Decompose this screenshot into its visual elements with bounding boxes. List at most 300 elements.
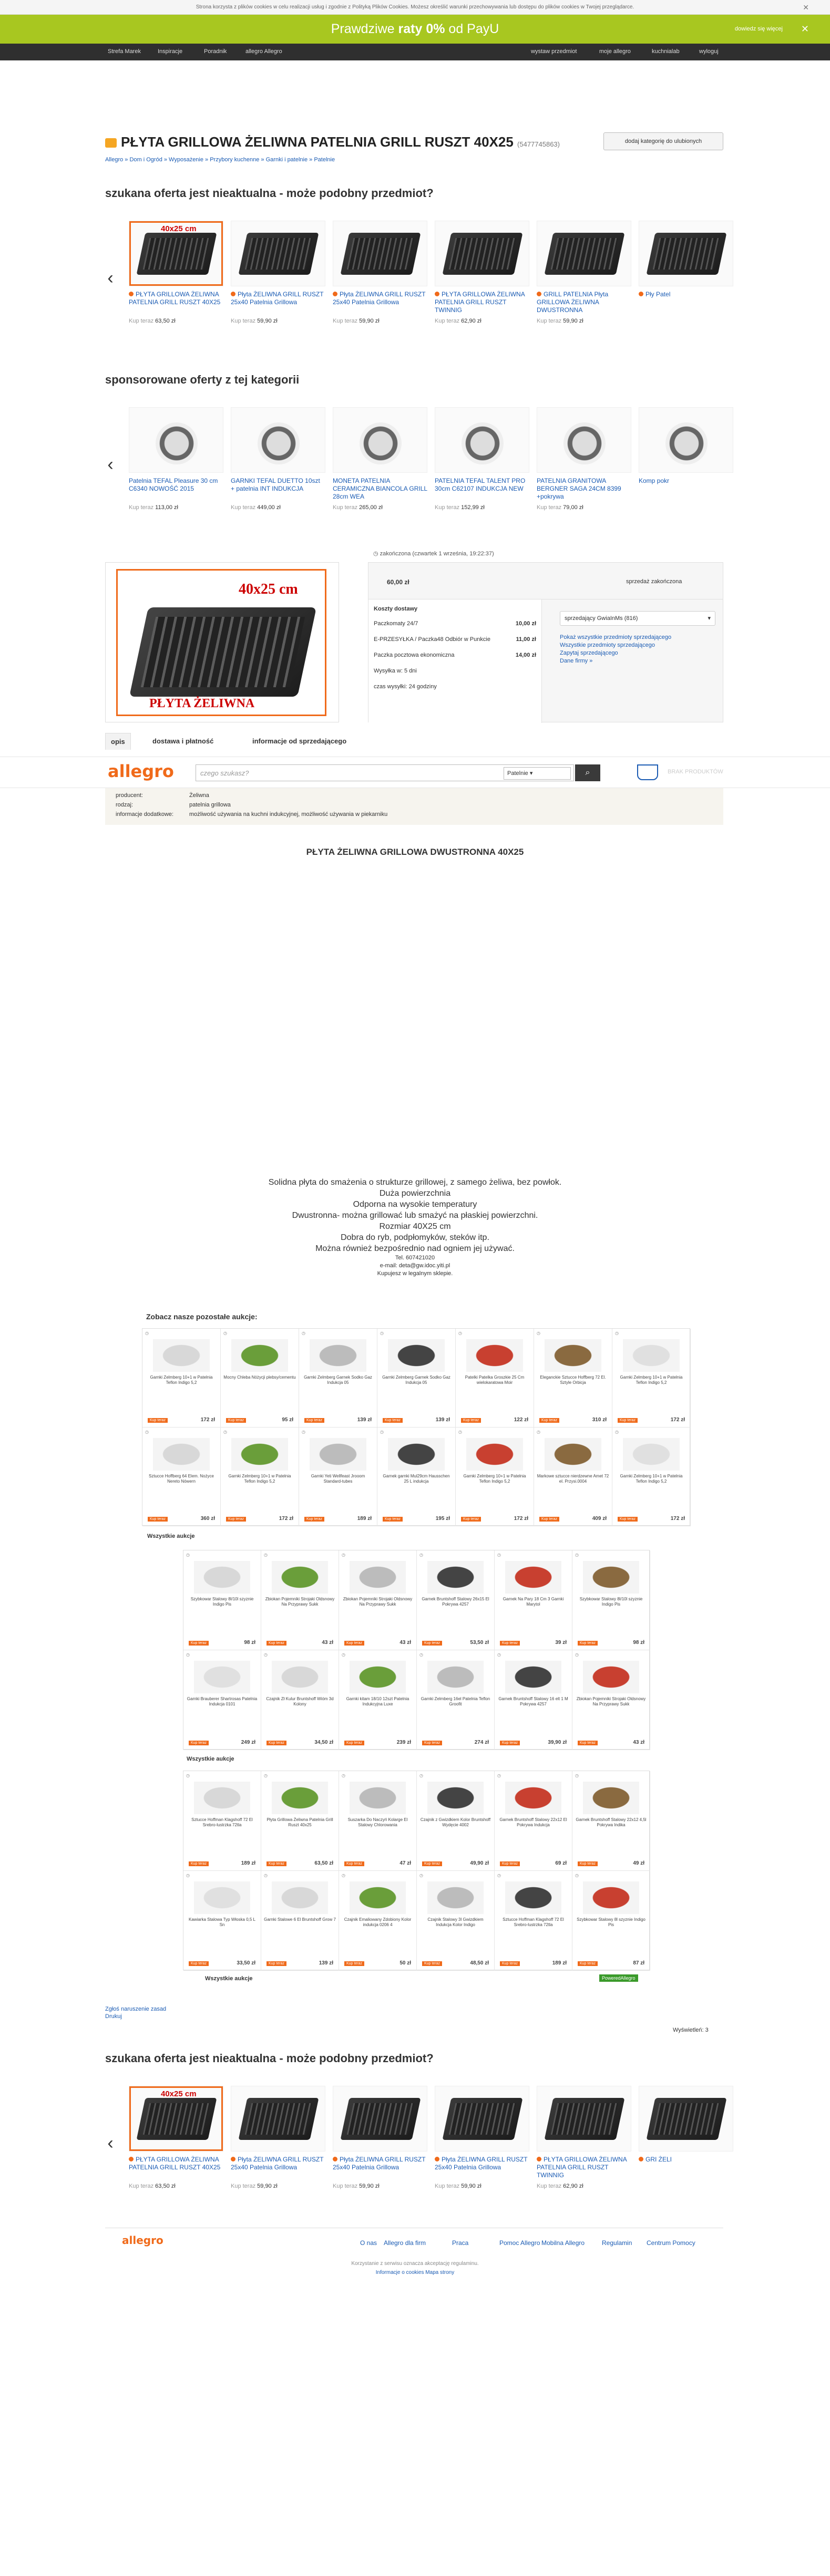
auction-card[interactable] bbox=[417, 1771, 495, 1871]
breadcrumb[interactable]: Allegro » Dom i Ogród » Wyposażenie » Przybory kuchenne » Garnki i patelnie » Patelnie bbox=[105, 157, 335, 163]
auction-title[interactable]: Garnki Zelmberg 16el Patelnia Teflon Groofit bbox=[421, 1696, 490, 1706]
buy-now-button[interactable]: Kup teraz bbox=[539, 1418, 559, 1423]
auction-title[interactable]: Suszarka Do Naczyń Kolarge El Stalowy Chlorowania bbox=[347, 1817, 408, 1827]
auction-price: 69 zł bbox=[555, 1860, 567, 1866]
timer-icon: ◷ bbox=[419, 1773, 423, 1778]
footer-link[interactable]: Praca bbox=[452, 2239, 469, 2247]
auction-card[interactable] bbox=[495, 1771, 572, 1871]
main-product-image[interactable] bbox=[116, 569, 326, 716]
auction-image[interactable] bbox=[194, 1881, 250, 1914]
param-name: producent: bbox=[116, 792, 143, 799]
auction-title[interactable]: Czajnik Zł Kulur Bruntshoff Wióm 3d Kolony bbox=[266, 1696, 334, 1706]
auction-card[interactable] bbox=[339, 1650, 417, 1750]
buy-now-button[interactable]: Kup teraz bbox=[189, 1961, 209, 1966]
price-value: 59,90 zł bbox=[359, 2183, 380, 2189]
buy-now-button[interactable]: Kup teraz bbox=[267, 1861, 286, 1866]
auction-title[interactable]: Szybkowar Stalowy 8l/10l szyznie Indigo Pis bbox=[579, 1597, 643, 1607]
product-price bbox=[129, 504, 223, 511]
auction-title[interactable]: Garnki Zelmberg 10+1 w Patelnia Teflon Indigo 5,2 bbox=[463, 1474, 526, 1484]
shipping-row bbox=[374, 668, 536, 674]
auction-image[interactable] bbox=[231, 1339, 288, 1372]
buy-now-button[interactable]: Kup teraz bbox=[461, 1418, 481, 1423]
product-title[interactable] bbox=[231, 291, 325, 315]
auction-price: 98 zł bbox=[633, 1640, 644, 1646]
auction-image[interactable] bbox=[350, 1782, 406, 1814]
carousel-item[interactable] bbox=[537, 2086, 631, 2189]
search-button[interactable] bbox=[575, 764, 600, 781]
buy-now-button[interactable]: Kup teraz bbox=[344, 1861, 364, 1866]
shipping-row bbox=[374, 684, 536, 690]
allegro-logo[interactable]: allegro bbox=[122, 2234, 163, 2247]
auction-card[interactable] bbox=[534, 1329, 612, 1427]
auction-card[interactable] bbox=[299, 1329, 377, 1427]
auction-title[interactable]: Zbiokan Pojemniki Strojaki Oldsnowy Na Przyprawy Sukk bbox=[343, 1597, 413, 1607]
auction-title[interactable]: Kawiarka Stalowa Typ Włoska 0,5 L Sn bbox=[188, 1917, 256, 1927]
product-title[interactable] bbox=[333, 2156, 427, 2180]
price-label: Kup teraz bbox=[537, 504, 562, 511]
auction-card[interactable] bbox=[183, 1650, 261, 1750]
close-icon[interactable]: ✕ bbox=[803, 3, 809, 12]
auction-title[interactable]: Garnek Bruntshoff Stalowy 16 elt 1 M Pokrywa 4257 bbox=[498, 1696, 568, 1706]
buy-now-button[interactable]: Kup teraz bbox=[461, 1517, 481, 1522]
product-title[interactable] bbox=[639, 2156, 733, 2180]
product-thumbnail[interactable] bbox=[333, 221, 427, 286]
auction-title[interactable]: Garnki Stalowe 6 El Bruntshoff Grow 7 bbox=[264, 1917, 336, 1922]
auction-title[interactable]: Garnek Na Pary 18 Cm 3 Garnki Marytol bbox=[503, 1597, 564, 1607]
auction-card[interactable] bbox=[495, 1550, 572, 1650]
seller-link[interactable]: Dane firmy » bbox=[560, 658, 593, 664]
auction-title[interactable]: Zbiokan Pojemniki Strojaki Oldsnowy Na Przyprawy Sukk bbox=[265, 1597, 335, 1607]
buy-now-button[interactable]: Kup teraz bbox=[539, 1517, 559, 1522]
auction-card[interactable] bbox=[612, 1427, 691, 1526]
auction-card[interactable] bbox=[221, 1329, 299, 1427]
auction-card[interactable] bbox=[572, 1650, 650, 1750]
buy-now-button[interactable]: Kup teraz bbox=[500, 1961, 520, 1966]
tab-shipping[interactable]: dostawa i płatność bbox=[152, 737, 214, 745]
auction-image[interactable] bbox=[505, 1782, 561, 1814]
auction-card[interactable] bbox=[183, 1871, 261, 1971]
timer-icon: ◷ bbox=[537, 1331, 540, 1336]
auction-image[interactable] bbox=[153, 1438, 210, 1471]
footer-link[interactable]: Allegro dla firm bbox=[384, 2239, 426, 2247]
carousel-item[interactable] bbox=[231, 2086, 325, 2189]
auction-image[interactable] bbox=[310, 1339, 366, 1372]
shipping-cost: 14,00 zł bbox=[515, 652, 536, 658]
footer-link[interactable]: Regulamin bbox=[602, 2239, 632, 2247]
auction-price: 43 zł bbox=[399, 1640, 411, 1646]
auction-title[interactable]: Garnek Bruntshoff Stalowy 22x12 4,5l Pokrywa Indika bbox=[576, 1817, 647, 1827]
auction-card[interactable] bbox=[221, 1427, 299, 1526]
auction-card[interactable] bbox=[339, 1871, 417, 1971]
product-title[interactable] bbox=[231, 477, 325, 501]
price-value: 79,00 zł bbox=[563, 504, 583, 511]
auction-image[interactable] bbox=[427, 1661, 484, 1693]
product-thumbnail[interactable] bbox=[333, 407, 427, 473]
auction-image[interactable] bbox=[153, 1339, 210, 1372]
report-link[interactable]: Zgłoś naruszenie zasad bbox=[105, 2006, 167, 2012]
carousel-item[interactable] bbox=[333, 407, 427, 511]
cart-icon[interactable] bbox=[637, 764, 658, 780]
carousel-item[interactable] bbox=[333, 221, 427, 324]
auction-image[interactable] bbox=[194, 1782, 250, 1814]
buy-now-button[interactable]: Kup teraz bbox=[344, 1741, 364, 1745]
print-link[interactable]: Drukuj bbox=[105, 2013, 122, 2020]
category-select[interactable]: Patelnie ▾ bbox=[504, 767, 571, 780]
product-thumbnail[interactable] bbox=[639, 221, 733, 286]
auction-card[interactable] bbox=[142, 1427, 221, 1526]
auction-card[interactable] bbox=[417, 1650, 495, 1750]
product-gallery[interactable] bbox=[105, 562, 339, 722]
auction-image[interactable] bbox=[272, 1661, 328, 1693]
chevron-left-icon[interactable]: ‹ bbox=[107, 268, 114, 288]
payu-banner[interactable] bbox=[0, 15, 830, 44]
nav-item[interactable]: wystaw przedmiot bbox=[531, 48, 577, 55]
auction-image[interactable] bbox=[427, 1782, 484, 1814]
timer-icon: ◷ bbox=[342, 1773, 345, 1778]
chevron-left-icon[interactable]: ‹ bbox=[107, 2133, 114, 2153]
auction-card[interactable] bbox=[534, 1427, 612, 1526]
auction-image[interactable] bbox=[505, 1561, 561, 1594]
nav-item[interactable]: moje allegro bbox=[599, 48, 631, 55]
product-title[interactable] bbox=[639, 477, 733, 501]
auction-card[interactable] bbox=[612, 1329, 691, 1427]
auction-card[interactable] bbox=[495, 1650, 572, 1750]
timer-icon: ◷ bbox=[186, 1873, 190, 1878]
carousel-item[interactable] bbox=[537, 407, 631, 511]
auction-title[interactable]: Czajnik Stalowy 3l Gwizdkiem Indukcja Kolor Indigo bbox=[427, 1917, 484, 1927]
timer-icon: ◷ bbox=[223, 1331, 227, 1336]
auction-card[interactable] bbox=[417, 1550, 495, 1650]
product-title[interactable] bbox=[435, 477, 529, 501]
auction-image[interactable] bbox=[505, 1661, 561, 1693]
nav-item[interactable]: kuchnialab bbox=[652, 48, 680, 55]
nav-item[interactable]: Inspiracje bbox=[158, 48, 183, 55]
product-thumbnail[interactable] bbox=[333, 2086, 427, 2151]
cookie-text: Strona korzysta z plików cookies w celu realizacji usług i zgodnie z Polityką Plików Cookies. Możesz określić warunki przechowywania lub dostępu do plików cookies w Twojej przeglądarce. bbox=[196, 4, 634, 10]
buy-now-button[interactable]: Kup teraz bbox=[148, 1517, 168, 1522]
param-name: informacje dodatkowe: bbox=[116, 811, 174, 818]
auction-price: 139 zł bbox=[357, 1417, 372, 1423]
buy-now-button[interactable]: Kup teraz bbox=[304, 1517, 324, 1522]
close-icon[interactable]: ✕ bbox=[801, 24, 809, 34]
buy-now-button[interactable]: Kup teraz bbox=[422, 1641, 442, 1646]
carousel-item[interactable] bbox=[435, 407, 529, 511]
auction-card[interactable] bbox=[339, 1771, 417, 1871]
footer-links-small[interactable]: Informacje o cookies Mapa strony bbox=[375, 2270, 455, 2275]
search-input[interactable] bbox=[196, 764, 574, 781]
title-text: PŁYTA GRILLOWA ŻELIWNA PATELNIA GRILL RUSZT 40X25 bbox=[121, 134, 514, 150]
auction-card[interactable] bbox=[142, 1329, 221, 1427]
product-thumbnail[interactable] bbox=[435, 221, 529, 286]
auction-title[interactable]: Garnki Yeti Wellfeast Jrooom Standard-tubes bbox=[311, 1474, 365, 1484]
auction-image[interactable] bbox=[505, 1881, 561, 1914]
auction-title[interactable]: Markowe sztucce nierdzewne Amet 72 el. Przysi.0004 bbox=[537, 1474, 609, 1484]
buy-now-button[interactable]: Kup teraz bbox=[189, 1741, 209, 1745]
product-title[interactable] bbox=[231, 2156, 325, 2180]
product-thumbnail[interactable] bbox=[639, 2086, 733, 2151]
product-title[interactable] bbox=[537, 291, 631, 315]
contact-line: e-mail: deta@gw.idoc.yiti.pl bbox=[380, 1263, 450, 1269]
auction-title[interactable]: Szybkowar Stalowy 8l/10l szyznie Indigo Pis bbox=[190, 1597, 254, 1607]
buy-now-button[interactable]: Kup teraz bbox=[148, 1418, 168, 1423]
auction-card[interactable] bbox=[261, 1771, 339, 1871]
auction-image[interactable] bbox=[623, 1339, 680, 1372]
auction-image[interactable] bbox=[194, 1661, 250, 1693]
buy-now-button[interactable]: Kup teraz bbox=[344, 1961, 364, 1966]
auction-image[interactable] bbox=[272, 1561, 328, 1594]
product-title-text: GRILL PATELNIA Płyta GRILLOWA ŻELIWNA DWUSTRONNA bbox=[537, 291, 609, 314]
auction-image[interactable] bbox=[194, 1561, 250, 1594]
param-row bbox=[116, 802, 231, 808]
status-dot-icon bbox=[129, 2157, 134, 2161]
carousel-item[interactable] bbox=[537, 221, 631, 324]
section-title-sponsored: sponsorowane oferty z tej kategorii bbox=[105, 373, 300, 386]
param-value: możliwość używania na kuchni indukcyjnej, możliwość używania w piekarniku bbox=[189, 811, 388, 818]
nav-item[interactable]: allegro Allegro bbox=[245, 48, 282, 55]
tab-description[interactable]: opis bbox=[105, 733, 131, 750]
buy-now-button[interactable]: Kup teraz bbox=[578, 1641, 598, 1646]
buy-now-button[interactable]: Kup teraz bbox=[226, 1517, 246, 1522]
buy-now-button[interactable]: Kup teraz bbox=[267, 1741, 286, 1745]
auction-image[interactable] bbox=[427, 1561, 484, 1594]
buy-now-button[interactable]: Kup teraz bbox=[189, 1641, 209, 1646]
auction-title[interactable]: Sztucce Hoffman Klagshoff 72 El Srebro-lustrzka 72tla bbox=[191, 1817, 253, 1827]
buy-now-button[interactable]: Kup teraz bbox=[578, 1961, 598, 1966]
auction-title[interactable]: Płyta Grillowa Żeliwna Patelnia Grill Ruszt 40x25 bbox=[267, 1817, 333, 1827]
product-thumbnail[interactable] bbox=[129, 407, 223, 473]
grill-plate-image bbox=[340, 233, 421, 275]
carousel-item[interactable] bbox=[639, 407, 733, 501]
seller-link[interactable]: Wszystkie przedmioty sprzedającego bbox=[560, 642, 655, 648]
buy-now-button[interactable]: Kup teraz bbox=[422, 1741, 442, 1745]
auction-title[interactable]: Garnek garnki Mul29cm Hausschen 25 L indukcja bbox=[383, 1474, 450, 1484]
auction-image[interactable] bbox=[583, 1881, 639, 1914]
buy-now-button[interactable]: Kup teraz bbox=[422, 1861, 442, 1866]
chevron-left-icon[interactable]: ‹ bbox=[107, 454, 114, 474]
auction-image[interactable] bbox=[388, 1339, 445, 1372]
auction-image[interactable] bbox=[623, 1438, 680, 1471]
auction-card[interactable] bbox=[417, 1871, 495, 1971]
auction-title[interactable]: Garnki Zelmberg 10+1 w Patelnia Teflon Indigo 5,2 bbox=[620, 1474, 683, 1484]
product-thumbnail[interactable] bbox=[231, 2086, 325, 2151]
auction-image[interactable] bbox=[583, 1661, 639, 1693]
auction-card[interactable] bbox=[456, 1427, 534, 1526]
auction-image[interactable] bbox=[272, 1881, 328, 1914]
footer-link[interactable]: O nas bbox=[360, 2239, 377, 2247]
seller-dropdown[interactable] bbox=[560, 611, 715, 626]
product-thumbnail[interactable] bbox=[231, 407, 325, 473]
auction-card[interactable] bbox=[456, 1329, 534, 1427]
description-line: Duża powierzchnia bbox=[379, 1189, 451, 1198]
auction-title[interactable]: Garnek Bruntshoff Stalowy 26x15 El Pokrywa 4257 bbox=[422, 1597, 489, 1607]
auction-image[interactable] bbox=[350, 1661, 406, 1693]
auction-image[interactable] bbox=[350, 1881, 406, 1914]
auction-price: 172 zł bbox=[670, 1516, 685, 1522]
auction-card[interactable] bbox=[572, 1871, 650, 1971]
shipping-heading: Koszty dostawy bbox=[374, 606, 418, 612]
product-title[interactable] bbox=[537, 477, 631, 501]
auction-title[interactable]: Garnki Zelmberg 10+1 w Patelnia Teflon Indigo 5,2 bbox=[150, 1375, 213, 1385]
buy-now-button[interactable]: Kup teraz bbox=[226, 1418, 246, 1423]
carousel-item[interactable] bbox=[639, 2086, 733, 2180]
auction-title[interactable]: Garnki Zelmberg 10+1 w Patelnia Teflon Indigo 5,2 bbox=[228, 1474, 291, 1484]
auction-title[interactable]: Eleganckie Sztucce Hoffberg 72 El. Sztyle Orbicja bbox=[540, 1375, 606, 1385]
auction-title[interactable]: Garnek Bruntshoff Stalowy 22x12 El Pokrywa Indukcja bbox=[499, 1817, 567, 1827]
buy-now-button[interactable]: Kup teraz bbox=[383, 1517, 403, 1522]
buy-now-button[interactable]: Kup teraz bbox=[304, 1418, 324, 1423]
product-title-text: PŁYTA GRILLOWA ŻELIWNA PATELNIA GRILL RUSZT TWINNIG bbox=[537, 2156, 627, 2179]
section-title-similar: szukana oferta jest nieaktualna - może podobny przedmiot? bbox=[105, 187, 434, 200]
timer-icon: ◷ bbox=[342, 1873, 345, 1878]
buy-now-button[interactable]: Kup teraz bbox=[267, 1961, 286, 1966]
auction-card[interactable] bbox=[339, 1550, 417, 1650]
auction-image[interactable] bbox=[350, 1561, 406, 1594]
offer-price: 60,00 zł bbox=[387, 578, 409, 586]
auction-card[interactable] bbox=[261, 1550, 339, 1650]
product-thumbnail[interactable] bbox=[129, 221, 223, 286]
auction-card[interactable] bbox=[572, 1771, 650, 1871]
auction-card[interactable] bbox=[299, 1427, 377, 1526]
buy-now-button[interactable]: Kup teraz bbox=[618, 1418, 638, 1423]
buy-now-button[interactable]: Kup teraz bbox=[500, 1641, 520, 1646]
shipping-method: Paczkomaty 24/7 bbox=[374, 620, 418, 627]
auction-title[interactable]: Garnki Zelmberg 10+1 w Patelnia Teflon Indigo 5,2 bbox=[620, 1375, 683, 1385]
price-value: 113,00 zł bbox=[155, 504, 178, 511]
allegro-logo[interactable]: allegro bbox=[108, 761, 174, 781]
carousel-item[interactable] bbox=[639, 221, 733, 315]
seller-link[interactable]: Pokaż wszystkie przedmioty sprzedającego bbox=[560, 634, 672, 640]
carousel-item[interactable] bbox=[231, 221, 325, 324]
product-title[interactable] bbox=[435, 2156, 529, 2180]
product-title[interactable] bbox=[129, 291, 223, 315]
product-title[interactable] bbox=[537, 2156, 631, 2180]
carousel-item[interactable] bbox=[129, 407, 223, 511]
auction-card[interactable] bbox=[183, 1550, 261, 1650]
carousel-item[interactable] bbox=[129, 221, 223, 324]
product-thumbnail[interactable] bbox=[129, 2086, 223, 2151]
section-title-similar-2: szukana oferta jest nieaktualna - może podobny przedmiot? bbox=[105, 2052, 434, 2065]
buy-now-button[interactable]: Kup teraz bbox=[500, 1741, 520, 1745]
auction-title[interactable]: Czajnik z Gwizdkiem Kolor Bruntshoff Wydęcie 4002 bbox=[420, 1817, 491, 1827]
description-line: Solidna płyta do smażenia o strukturze grillowej, z samego żeliwa, bez powłok. bbox=[268, 1178, 562, 1187]
carousel-item[interactable] bbox=[435, 221, 529, 324]
buy-now-button[interactable]: Kup teraz bbox=[422, 1961, 442, 1966]
product-title[interactable] bbox=[639, 291, 733, 315]
auction-image[interactable] bbox=[466, 1438, 523, 1471]
auction-price: 98 zł bbox=[244, 1640, 255, 1646]
buy-now-button[interactable]: Kup teraz bbox=[267, 1641, 286, 1646]
product-title[interactable] bbox=[435, 291, 529, 315]
buy-now-button[interactable]: Kup teraz bbox=[578, 1861, 598, 1866]
auction-card[interactable] bbox=[572, 1550, 650, 1650]
product-title[interactable] bbox=[333, 291, 427, 315]
product-thumbnail[interactable] bbox=[435, 2086, 529, 2151]
product-thumbnail[interactable] bbox=[537, 2086, 631, 2151]
auction-price: 95 zł bbox=[282, 1417, 293, 1423]
buy-now-button[interactable]: Kup teraz bbox=[578, 1741, 598, 1745]
auction-image[interactable] bbox=[272, 1782, 328, 1814]
auction-title[interactable]: Sztucce Hoffman Klagshoff 72 El Srebro-lustrzka 72tla bbox=[503, 1917, 564, 1927]
description-line: Dobra do ryb, podpłomyków, steków itp. bbox=[341, 1233, 489, 1242]
nav-item[interactable]: wyloguj bbox=[699, 48, 719, 55]
auction-image[interactable] bbox=[427, 1881, 484, 1914]
product-price bbox=[435, 504, 529, 511]
auction-image[interactable] bbox=[583, 1561, 639, 1594]
auction-image[interactable] bbox=[388, 1438, 445, 1471]
auction-card[interactable] bbox=[261, 1650, 339, 1750]
auction-card[interactable] bbox=[261, 1871, 339, 1971]
auction-image[interactable] bbox=[545, 1438, 601, 1471]
product-price bbox=[333, 2183, 427, 2189]
auction-title[interactable]: Garnki Zelmberg Garnek Sodko Gaz Indukcja 05 bbox=[304, 1375, 372, 1385]
product-title[interactable] bbox=[129, 477, 223, 501]
buy-now-button[interactable]: Kup teraz bbox=[189, 1861, 209, 1866]
timer-icon: ◷ bbox=[615, 1430, 619, 1434]
auction-image[interactable] bbox=[583, 1782, 639, 1814]
auction-title[interactable]: Patelki Patelka Groszkie 25 Cm wielokaratowa Moir bbox=[465, 1375, 525, 1385]
price-value: 59,90 zł bbox=[257, 2183, 278, 2189]
auction-title[interactable]: Garnki kitam 18/10 12szt Patelnia Indukcyjna Luxe bbox=[346, 1696, 409, 1706]
gallery-title: Zobacz nasze pozostałe aukcje: bbox=[146, 1312, 258, 1321]
product-thumbnail[interactable] bbox=[435, 407, 529, 473]
auction-image[interactable] bbox=[545, 1339, 601, 1372]
auction-title[interactable]: Garnki Brauberer Shartrosas Patelnia Indukcja 0101 bbox=[187, 1696, 258, 1706]
add-favorite-category-button[interactable]: dodaj kategorię do ulubionych bbox=[603, 132, 723, 150]
auction-card[interactable] bbox=[183, 1771, 261, 1871]
auction-title[interactable]: Mocny Chleba Nóżycji plebsy/cementu bbox=[223, 1375, 296, 1380]
carousel-item[interactable] bbox=[129, 2086, 223, 2189]
seller-link[interactable]: Zapytaj sprzedającego bbox=[560, 650, 618, 656]
auction-image[interactable] bbox=[231, 1438, 288, 1471]
buy-now-button[interactable]: Kup teraz bbox=[618, 1517, 638, 1522]
auction-card[interactable] bbox=[495, 1871, 572, 1971]
auction-title[interactable]: Czajnik Emaliowany Zdobiony Kolor indukcja 0206 4 bbox=[344, 1917, 412, 1927]
auction-title[interactable]: Sztucce Hoffberg 64 Elem. Nożyce Nereto Nówern bbox=[149, 1474, 214, 1484]
product-thumbnail[interactable] bbox=[639, 407, 733, 473]
product-thumbnail[interactable] bbox=[537, 221, 631, 286]
shipping-row bbox=[374, 620, 536, 627]
buy-now-button[interactable]: Kup teraz bbox=[383, 1418, 403, 1423]
footer-link[interactable]: Mobilna Allegro bbox=[541, 2239, 585, 2247]
tab-seller-info[interactable]: informacje od sprzedającego bbox=[252, 737, 347, 745]
auction-image[interactable] bbox=[310, 1438, 366, 1471]
timer-icon: ◷ bbox=[380, 1331, 384, 1336]
footer-link[interactable]: Centrum Pomocy bbox=[647, 2239, 695, 2247]
payu-more-link[interactable]: dowiedz się więcej bbox=[734, 26, 783, 32]
auction-card[interactable] bbox=[377, 1329, 456, 1427]
product-thumbnail[interactable] bbox=[537, 407, 631, 473]
auction-card[interactable] bbox=[377, 1427, 456, 1526]
grill-plate-image bbox=[340, 2098, 421, 2140]
auction-title[interactable]: Zbiokan Pojemniki Strojaki Oldsnowy Na Przyprawy Sukk bbox=[576, 1696, 646, 1706]
product-thumbnail[interactable] bbox=[231, 221, 325, 286]
nav-item[interactable]: Strefa Marek bbox=[108, 48, 141, 55]
product-title[interactable] bbox=[333, 477, 427, 501]
auction-title[interactable]: Garnki Zelmberg Garnek Sodko Gaz Indukcja 05 bbox=[382, 1375, 450, 1385]
carousel-item[interactable] bbox=[231, 407, 325, 511]
carousel-item[interactable] bbox=[435, 2086, 529, 2189]
grill-plate-image bbox=[544, 233, 624, 275]
buy-now-button[interactable]: Kup teraz bbox=[500, 1861, 520, 1866]
product-title[interactable] bbox=[129, 2156, 223, 2180]
nav-item[interactable]: Poradnik bbox=[204, 48, 227, 55]
carousel-item[interactable] bbox=[333, 2086, 427, 2189]
timer-icon: ◷ bbox=[145, 1430, 149, 1434]
auction-title[interactable]: Szybkowar Stalowy 8l szyznie Indigo Pis bbox=[577, 1917, 645, 1927]
footer-link[interactable]: Pomoc Allegro bbox=[499, 2239, 540, 2247]
auction-image[interactable] bbox=[466, 1339, 523, 1372]
buy-now-button[interactable]: Kup teraz bbox=[344, 1641, 364, 1646]
